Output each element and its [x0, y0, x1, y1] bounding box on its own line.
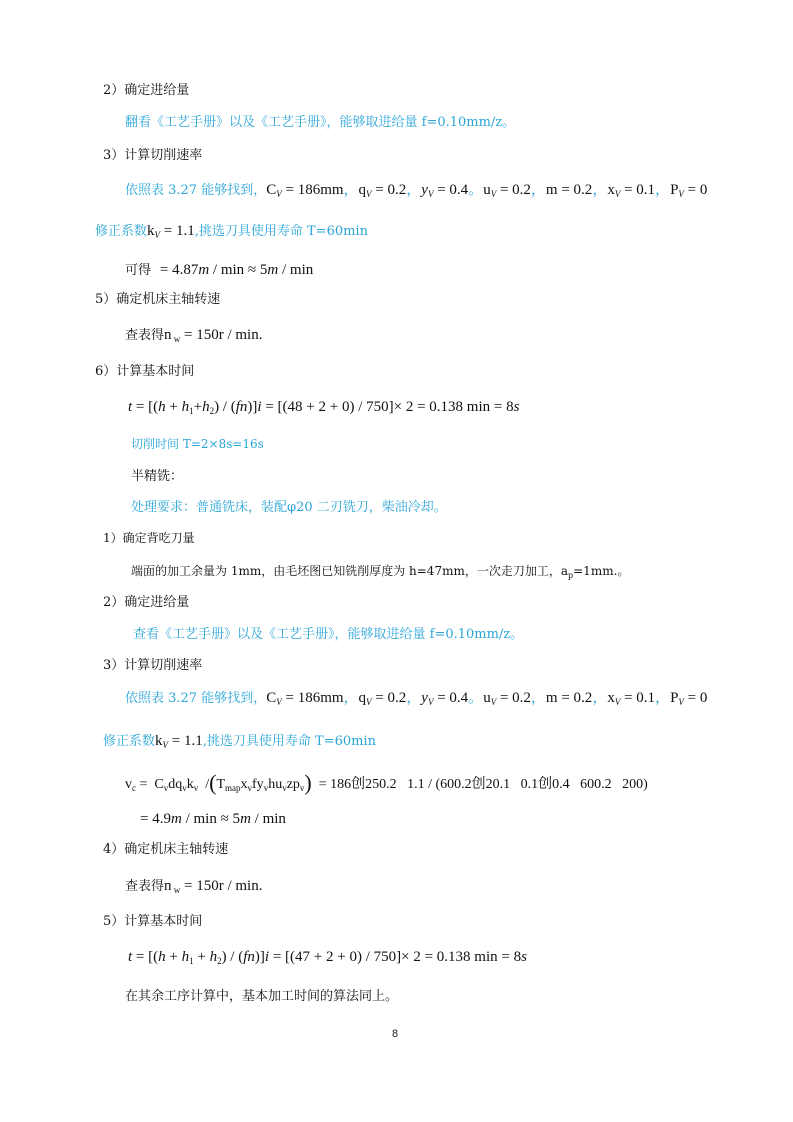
feed-rate-text-2: 查看《工艺手册》以及《工艺手册》，能够取进给量 f=0.10mm/z。	[133, 627, 524, 642]
spindle-speed-line	[125, 326, 262, 343]
coefficients-line-2	[125, 689, 707, 706]
lookup-label-2: 依照表 3.27 能够找到，	[125, 691, 267, 706]
heading-cutting-speed-2: 3）计算切削速率	[103, 658, 203, 673]
heading-cutting-speed: 3）计算切削速率	[103, 148, 203, 163]
speed-result-formula: = 4.87m / min ≈ 5m / min	[156, 262, 314, 278]
correction-label: 修正系数	[95, 224, 148, 239]
basic-time-formula: $t = [(h + h_1+h_2) / (fn)]i = [(48 + 2 + 0) / 750]\times 2 = 0.138$ min = 8s	[128, 399, 520, 416]
page-number: 8	[392, 1028, 399, 1040]
lookup-label: 依照表 3.27 能够找到，	[125, 183, 267, 198]
depth-of-cut-text: 端面的加工余量为 1mm，由毛坯图已知铣削厚度为 h=47mm，一次走刀加工，$a_p=1mm$.。	[131, 564, 630, 580]
heading-spindle-speed-2: 4）确定机床主轴转速	[103, 842, 229, 857]
get-label: 可得	[125, 263, 152, 278]
processing-requirement: 处理要求：普通铣床，装配φ20 二刃铣刀，柴油冷却。	[131, 500, 447, 515]
spindle-speed-line-2	[125, 877, 262, 894]
semi-finish-title: 半精铣：	[131, 469, 184, 484]
lookup-table-label: 查表得	[125, 328, 165, 343]
heading-feed-rate-2: 2）确定进给量	[103, 595, 190, 610]
heading-spindle-speed: 5）确定机床主轴转速	[95, 292, 221, 307]
feed-rate-text: 翻看《工艺手册》以及《工艺手册》，能够取进给量 f=0.10mm/z。	[125, 115, 516, 130]
correction-formula-2: $k_V = 1.1$	[155, 733, 203, 750]
tool-life-text: ,挑选刀具使用寿命 T=60min	[194, 224, 368, 239]
cutting-time-text: 切削时间 T=2×8s=16s	[131, 437, 264, 451]
closing-note: 在其余工序计算中，基本加工时间的算法同上。	[125, 989, 399, 1004]
correction-line	[95, 222, 368, 239]
heading-depth-of-cut: 1）确定背吃刀量	[103, 531, 195, 545]
heading-feed-rate: 2）确定进给量	[103, 83, 190, 98]
spindle-speed-formula: n $_w$ = 150r / min.	[164, 327, 263, 344]
correction-formula: $k_V = 1.1$	[147, 223, 195, 240]
basic-time-formula-2: $t = [(h + h_1 + h_2) / (fn)]i = [(47 + 2 + 0) / 750]\times 2 = 0.138$ min = 8s	[128, 949, 527, 966]
tool-life-text-2: ,挑选刀具使用寿命 T=60min	[202, 734, 376, 749]
lookup-table-label-2: 查表得	[125, 879, 165, 894]
correction-line-2	[103, 732, 376, 749]
spindle-speed-formula-2: n $_w$ = 150r / min.	[164, 878, 263, 895]
coefficients-formula-2: $C_V = 186mm$，$q_V = 0.2$，$y_V = 0.4$。$u_V = 0.2$，m = 0.2，$x_V = 0.1$，$P_V = 0$	[266, 690, 708, 707]
speed-result-line	[125, 261, 313, 278]
coefficients-formula: $C_V = 186mm$，$q_V = 0.2$，$y_V = 0.4$。$u_V = 0.2$，m = 0.2，$x_V = 0.1$，$P_V = 0$	[266, 182, 708, 199]
cutting-speed-result: = 4.9m / min ≈ 5m / min	[140, 811, 286, 827]
correction-label-2: 修正系数	[103, 734, 156, 749]
heading-basic-time: 6）计算基本时间	[95, 364, 195, 379]
heading-basic-time-2: 5）计算基本时间	[103, 914, 203, 929]
coefficients-line	[125, 181, 707, 198]
cutting-speed-formula: $v_c = C_vdq_vk_v$ $/(T_{map}x_vfy_vhu_vzp_v) = 186$创250.2 1.1 / (600.2创20.1 0.1创0.4 600.2 200)	[125, 770, 648, 795]
